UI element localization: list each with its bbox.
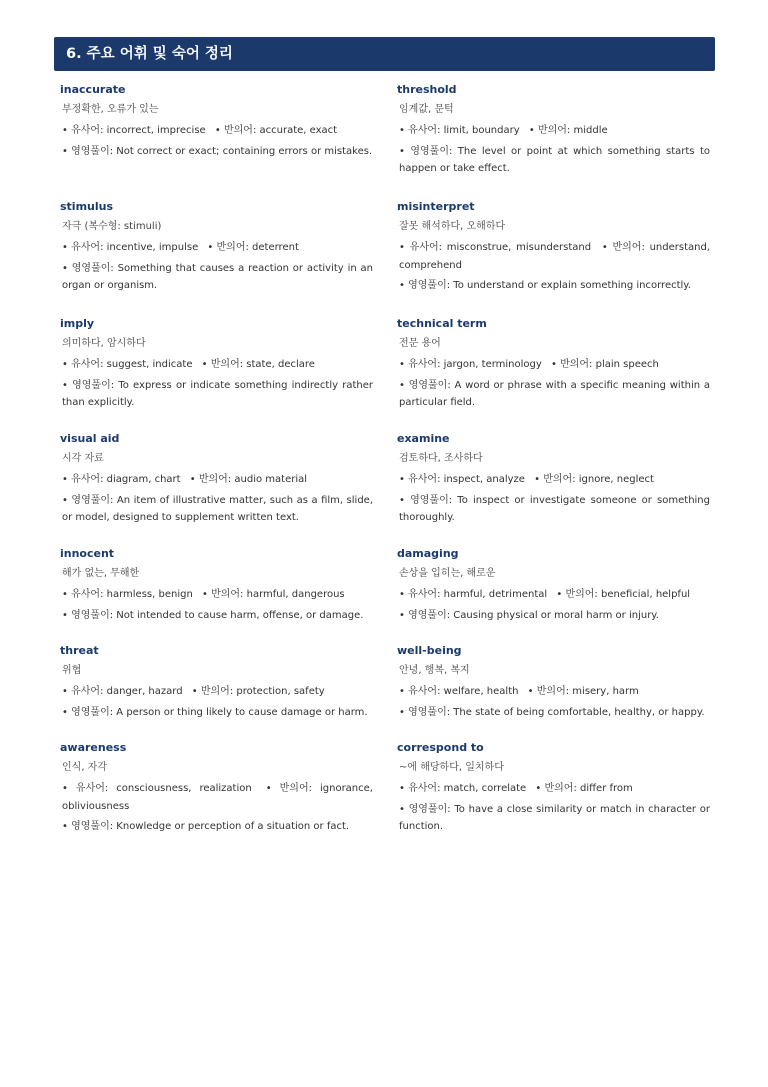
bullet-icon: • — [601, 242, 608, 253]
bullet-icon: • — [189, 474, 196, 485]
vocab-term: threshold — [397, 83, 457, 96]
vocab-synonym-antonym-line — [397, 683, 710, 701]
definition-label: 영영풀이: — [408, 609, 451, 621]
vocab-definition-line — [60, 607, 373, 625]
vocab-entry — [60, 740, 373, 839]
synonym-label: 유사어: — [408, 474, 441, 485]
vocab-meaning: 부정확한, 오류가 있는 — [62, 104, 159, 115]
antonym-value: misery, harm — [572, 686, 639, 697]
bullet-icon: • — [399, 803, 405, 815]
section-title: 6. 주요 어휘 및 숙어 정리 — [54, 37, 715, 71]
bullet-icon: • — [62, 359, 68, 370]
vocab-term: imply — [60, 317, 95, 330]
bullet-icon: • — [62, 686, 68, 697]
bullet-icon: • — [527, 686, 534, 697]
synonym-value: welfare, health — [443, 686, 519, 697]
bullet-icon: • — [528, 125, 535, 136]
definition-label: 영영풀이: — [408, 379, 451, 391]
vocab-meaning: 검토하다, 조사하다 — [399, 453, 483, 464]
synonym-label: 유사어: — [71, 242, 104, 253]
vocab-term: well-being — [397, 644, 462, 657]
vocab-meaning: 안녕, 행복, 복지 — [399, 665, 470, 676]
bullet-icon: • — [62, 821, 68, 832]
vocab-synonym-antonym-line — [60, 471, 373, 489]
antonym-label: 반의어: — [536, 686, 570, 697]
bullet-icon: • — [62, 379, 68, 391]
vocab-synonym-antonym-line — [397, 586, 710, 604]
vocab-meaning: 시각 자료 — [62, 453, 104, 464]
definition-label: 영영풀이: — [71, 609, 114, 621]
vocab-term: correspond to — [397, 741, 484, 754]
synonym-value: incorrect, imprecise — [106, 125, 206, 136]
definition-value: To express or indicate something indirectly rather than explicitly. — [62, 379, 373, 408]
antonym-label: 반의어: — [565, 589, 598, 600]
vocab-meaning: 전문 용어 — [399, 338, 441, 349]
vocab-definition-line — [60, 260, 373, 295]
definition-value: Not intended to cause harm, offense, or damage. — [116, 609, 364, 621]
synonym-label: 유사어: — [408, 125, 441, 136]
vocab-synonym-antonym-line — [397, 780, 710, 798]
definition-value: To have a close similarity or match in character or function. — [399, 803, 710, 832]
bullet-icon: • — [62, 494, 68, 506]
bullet-icon: • — [556, 589, 563, 600]
synonym-value: consciousness, realization — [116, 783, 252, 794]
synonym-label: 유사어: — [71, 125, 104, 136]
antonym-label: 반의어: — [543, 474, 576, 485]
vocab-synonym-antonym-line — [397, 122, 710, 140]
bullet-icon: • — [399, 474, 405, 485]
vocabulary-column-left — [60, 82, 373, 855]
bullet-icon: • — [62, 125, 68, 136]
vocab-entry — [60, 82, 373, 181]
definition-label: 영영풀이: — [410, 145, 453, 157]
definition-value: A word or phrase with a specific meaning within a particular field. — [399, 379, 710, 408]
vocab-term: stimulus — [60, 200, 114, 213]
vocab-definition-line — [60, 492, 373, 527]
antonym-value: deterrent — [252, 242, 299, 253]
vocab-entry — [397, 740, 710, 839]
bullet-icon: • — [62, 474, 68, 485]
vocab-entry — [60, 199, 373, 298]
bullet-icon: • — [399, 589, 405, 600]
vocab-synonym-antonym-line — [60, 122, 373, 140]
vocab-definition-line — [397, 704, 710, 722]
definition-label: 영영풀이: — [71, 145, 114, 157]
vocab-entry — [60, 643, 373, 724]
synonym-label: 유사어: — [409, 242, 443, 253]
bullet-icon: • — [399, 783, 405, 794]
vocab-meaning: 해가 없는, 무해한 — [62, 568, 140, 579]
synonym-value: limit, boundary — [443, 125, 520, 136]
bullet-icon: • — [214, 125, 221, 136]
synonym-value: jargon, terminology — [443, 359, 542, 370]
vocab-term: technical term — [397, 317, 487, 330]
antonym-value: harmful, dangerous — [246, 589, 345, 600]
vocab-synonym-antonym-line — [60, 356, 373, 374]
vocab-entry — [397, 199, 710, 298]
bullet-icon: • — [399, 609, 405, 621]
definition-label: 영영풀이: — [408, 280, 451, 291]
vocab-definition-line — [397, 607, 710, 625]
vocab-term: misinterpret — [397, 200, 475, 213]
bullet-icon: • — [399, 280, 405, 291]
definition-label: 영영풀이: — [408, 706, 451, 718]
definition-label: 영영풀이: — [71, 262, 114, 274]
bullet-icon: • — [399, 359, 405, 370]
vocab-definition-line — [397, 801, 710, 836]
bullet-icon: • — [399, 125, 405, 136]
definition-value: Something that causes a reaction or activity in an organ or organism. — [62, 262, 373, 291]
synonym-label: 유사어: — [71, 474, 104, 485]
antonym-value: state, declare — [246, 359, 315, 370]
vocab-entry — [397, 643, 710, 724]
definition-value: To inspect or investigate someone or something thoroughly. — [399, 494, 710, 523]
vocabulary-grid — [60, 82, 710, 855]
bullet-icon: • — [62, 589, 68, 600]
definition-value: Not correct or exact; containing errors or mistakes. — [116, 145, 373, 157]
vocab-meaning: 의미하다, 암시하다 — [62, 338, 146, 349]
vocab-synonym-antonym-line — [60, 683, 373, 701]
synonym-label: 유사어: — [408, 359, 441, 370]
synonym-value: match, correlate — [443, 783, 527, 794]
bullet-icon: • — [191, 686, 198, 697]
definition-label: 영영풀이: — [71, 821, 114, 832]
vocab-definition-line — [397, 492, 710, 527]
synonym-value: harmful, detrimental — [443, 589, 548, 600]
vocab-definition-line — [60, 818, 373, 836]
vocab-term: threat — [60, 644, 99, 657]
definition-value: To understand or explain something incorrectly. — [453, 280, 691, 291]
bullet-icon: • — [62, 242, 68, 253]
definition-value: A person or thing likely to cause damage or harm. — [116, 706, 368, 718]
synonym-value: diagram, chart — [106, 474, 181, 485]
vocab-definition-line — [397, 377, 710, 412]
synonym-value: suggest, indicate — [106, 359, 193, 370]
vocab-entry — [60, 431, 373, 530]
antonym-value: understand, comprehend — [399, 242, 710, 271]
bullet-icon: • — [62, 783, 68, 794]
bullet-icon: • — [62, 145, 68, 157]
synonym-value: incentive, impulse — [106, 242, 199, 253]
antonym-label: 반의어: — [210, 359, 244, 370]
vocab-meaning: 위협 — [62, 665, 82, 676]
synonym-label: 유사어: — [408, 686, 441, 697]
bullet-icon: • — [62, 706, 68, 718]
vocab-definition-line — [60, 377, 373, 412]
vocabulary-column-right — [397, 82, 710, 855]
vocab-meaning: 자극 (복수형: stimuli) — [62, 221, 162, 232]
synonym-label: 유사어: — [71, 359, 104, 370]
vocab-entry — [60, 316, 373, 415]
bullet-icon: • — [62, 609, 68, 621]
vocab-synonym-antonym-line — [60, 239, 373, 257]
vocab-synonym-antonym-line — [397, 356, 710, 374]
definition-label: 영영풀이: — [72, 379, 115, 391]
vocab-meaning: 임계값, 문턱 — [399, 104, 454, 115]
bullet-icon: • — [62, 262, 68, 274]
vocab-term: damaging — [397, 547, 459, 560]
antonym-label: 반의어: — [279, 783, 312, 794]
bullet-icon: • — [399, 379, 405, 391]
vocab-meaning: ~에 해당하다, 일치하다 — [399, 762, 504, 773]
definition-label: 영영풀이: — [71, 706, 114, 718]
antonym-value: differ from — [580, 783, 633, 794]
antonym-label: 반의어: — [211, 589, 244, 600]
definition-value: The level or point at which something starts to happen or take effect. — [399, 145, 710, 174]
vocab-term: awareness — [60, 741, 127, 754]
vocab-synonym-antonym-line — [397, 239, 710, 274]
antonym-label: 반의어: — [612, 242, 645, 253]
vocab-definition-line — [60, 143, 373, 161]
antonym-label: 반의어: — [560, 359, 593, 370]
vocab-synonym-antonym-line — [60, 780, 373, 815]
bullet-icon: • — [201, 359, 208, 370]
antonym-label: 반의어: — [537, 125, 571, 136]
vocab-meaning: 잘못 해석하다, 오해하다 — [399, 221, 506, 232]
vocab-meaning: 인식, 자각 — [62, 762, 107, 773]
definition-value: The state of being comfortable, healthy, or happy. — [453, 706, 705, 718]
vocab-term: innocent — [60, 547, 115, 560]
bullet-icon: • — [399, 686, 405, 697]
vocab-meaning: 손상을 입히는, 해로운 — [399, 568, 496, 579]
bullet-icon: • — [201, 589, 208, 600]
antonym-value: beneficial, helpful — [600, 589, 691, 600]
antonym-value: accurate, exact — [259, 125, 338, 136]
antonym-value: ignorance, obliviousness — [62, 783, 373, 812]
antonym-label: 반의어: — [216, 242, 249, 253]
definition-value: Knowledge or perception of a situation or fact. — [116, 821, 350, 832]
vocab-definition-line — [397, 277, 710, 295]
vocab-term: examine — [397, 432, 450, 445]
vocab-term: inaccurate — [60, 83, 126, 96]
bullet-icon: • — [265, 783, 272, 794]
definition-label: 영영풀이: — [410, 494, 453, 506]
antonym-label: 반의어: — [223, 125, 257, 136]
vocab-entry — [397, 546, 710, 627]
vocab-definition-line — [60, 704, 373, 722]
vocab-synonym-antonym-line — [397, 471, 710, 489]
vocab-definition-line — [397, 143, 710, 178]
bullet-icon: • — [399, 706, 405, 718]
synonym-label: 유사어: — [408, 589, 441, 600]
vocab-entry — [397, 82, 710, 181]
vocab-term: visual aid — [60, 432, 120, 445]
bullet-icon: • — [535, 783, 542, 794]
bullet-icon: • — [207, 242, 214, 253]
antonym-value: audio material — [234, 474, 308, 485]
bullet-icon: • — [550, 359, 557, 370]
synonym-value: harmless, benign — [106, 589, 193, 600]
antonym-label: 반의어: — [200, 686, 234, 697]
bullet-icon: • — [399, 494, 405, 506]
definition-label: 영영풀이: — [71, 494, 114, 506]
definition-value: Causing physical or moral harm or injury. — [453, 609, 659, 621]
vocab-entry — [60, 546, 373, 627]
vocab-synonym-antonym-line — [60, 586, 373, 604]
synonym-value: misconstrue, misunderstand — [446, 242, 592, 253]
antonym-value: protection, safety — [236, 686, 325, 697]
synonym-label: 유사어: — [408, 783, 441, 794]
bullet-icon: • — [534, 474, 541, 485]
vocab-entry — [397, 316, 710, 415]
definition-value: An item of illustrative matter, such as a film, slide, or model, designed to supplement written text. — [62, 494, 373, 523]
antonym-value: plain speech — [595, 359, 659, 370]
definition-label: 영영풀이: — [408, 803, 451, 815]
synonym-label: 유사어: — [75, 783, 109, 794]
synonym-label: 유사어: — [71, 686, 104, 697]
vocab-entry — [397, 431, 710, 530]
synonym-value: danger, hazard — [106, 686, 183, 697]
antonym-value: middle — [573, 125, 608, 136]
antonym-value: ignore, neglect — [578, 474, 654, 485]
antonym-label: 반의어: — [544, 783, 577, 794]
bullet-icon: • — [399, 242, 405, 253]
synonym-value: inspect, analyze — [443, 474, 525, 485]
antonym-label: 반의어: — [198, 474, 232, 485]
synonym-label: 유사어: — [71, 589, 104, 600]
bullet-icon: • — [399, 145, 405, 157]
